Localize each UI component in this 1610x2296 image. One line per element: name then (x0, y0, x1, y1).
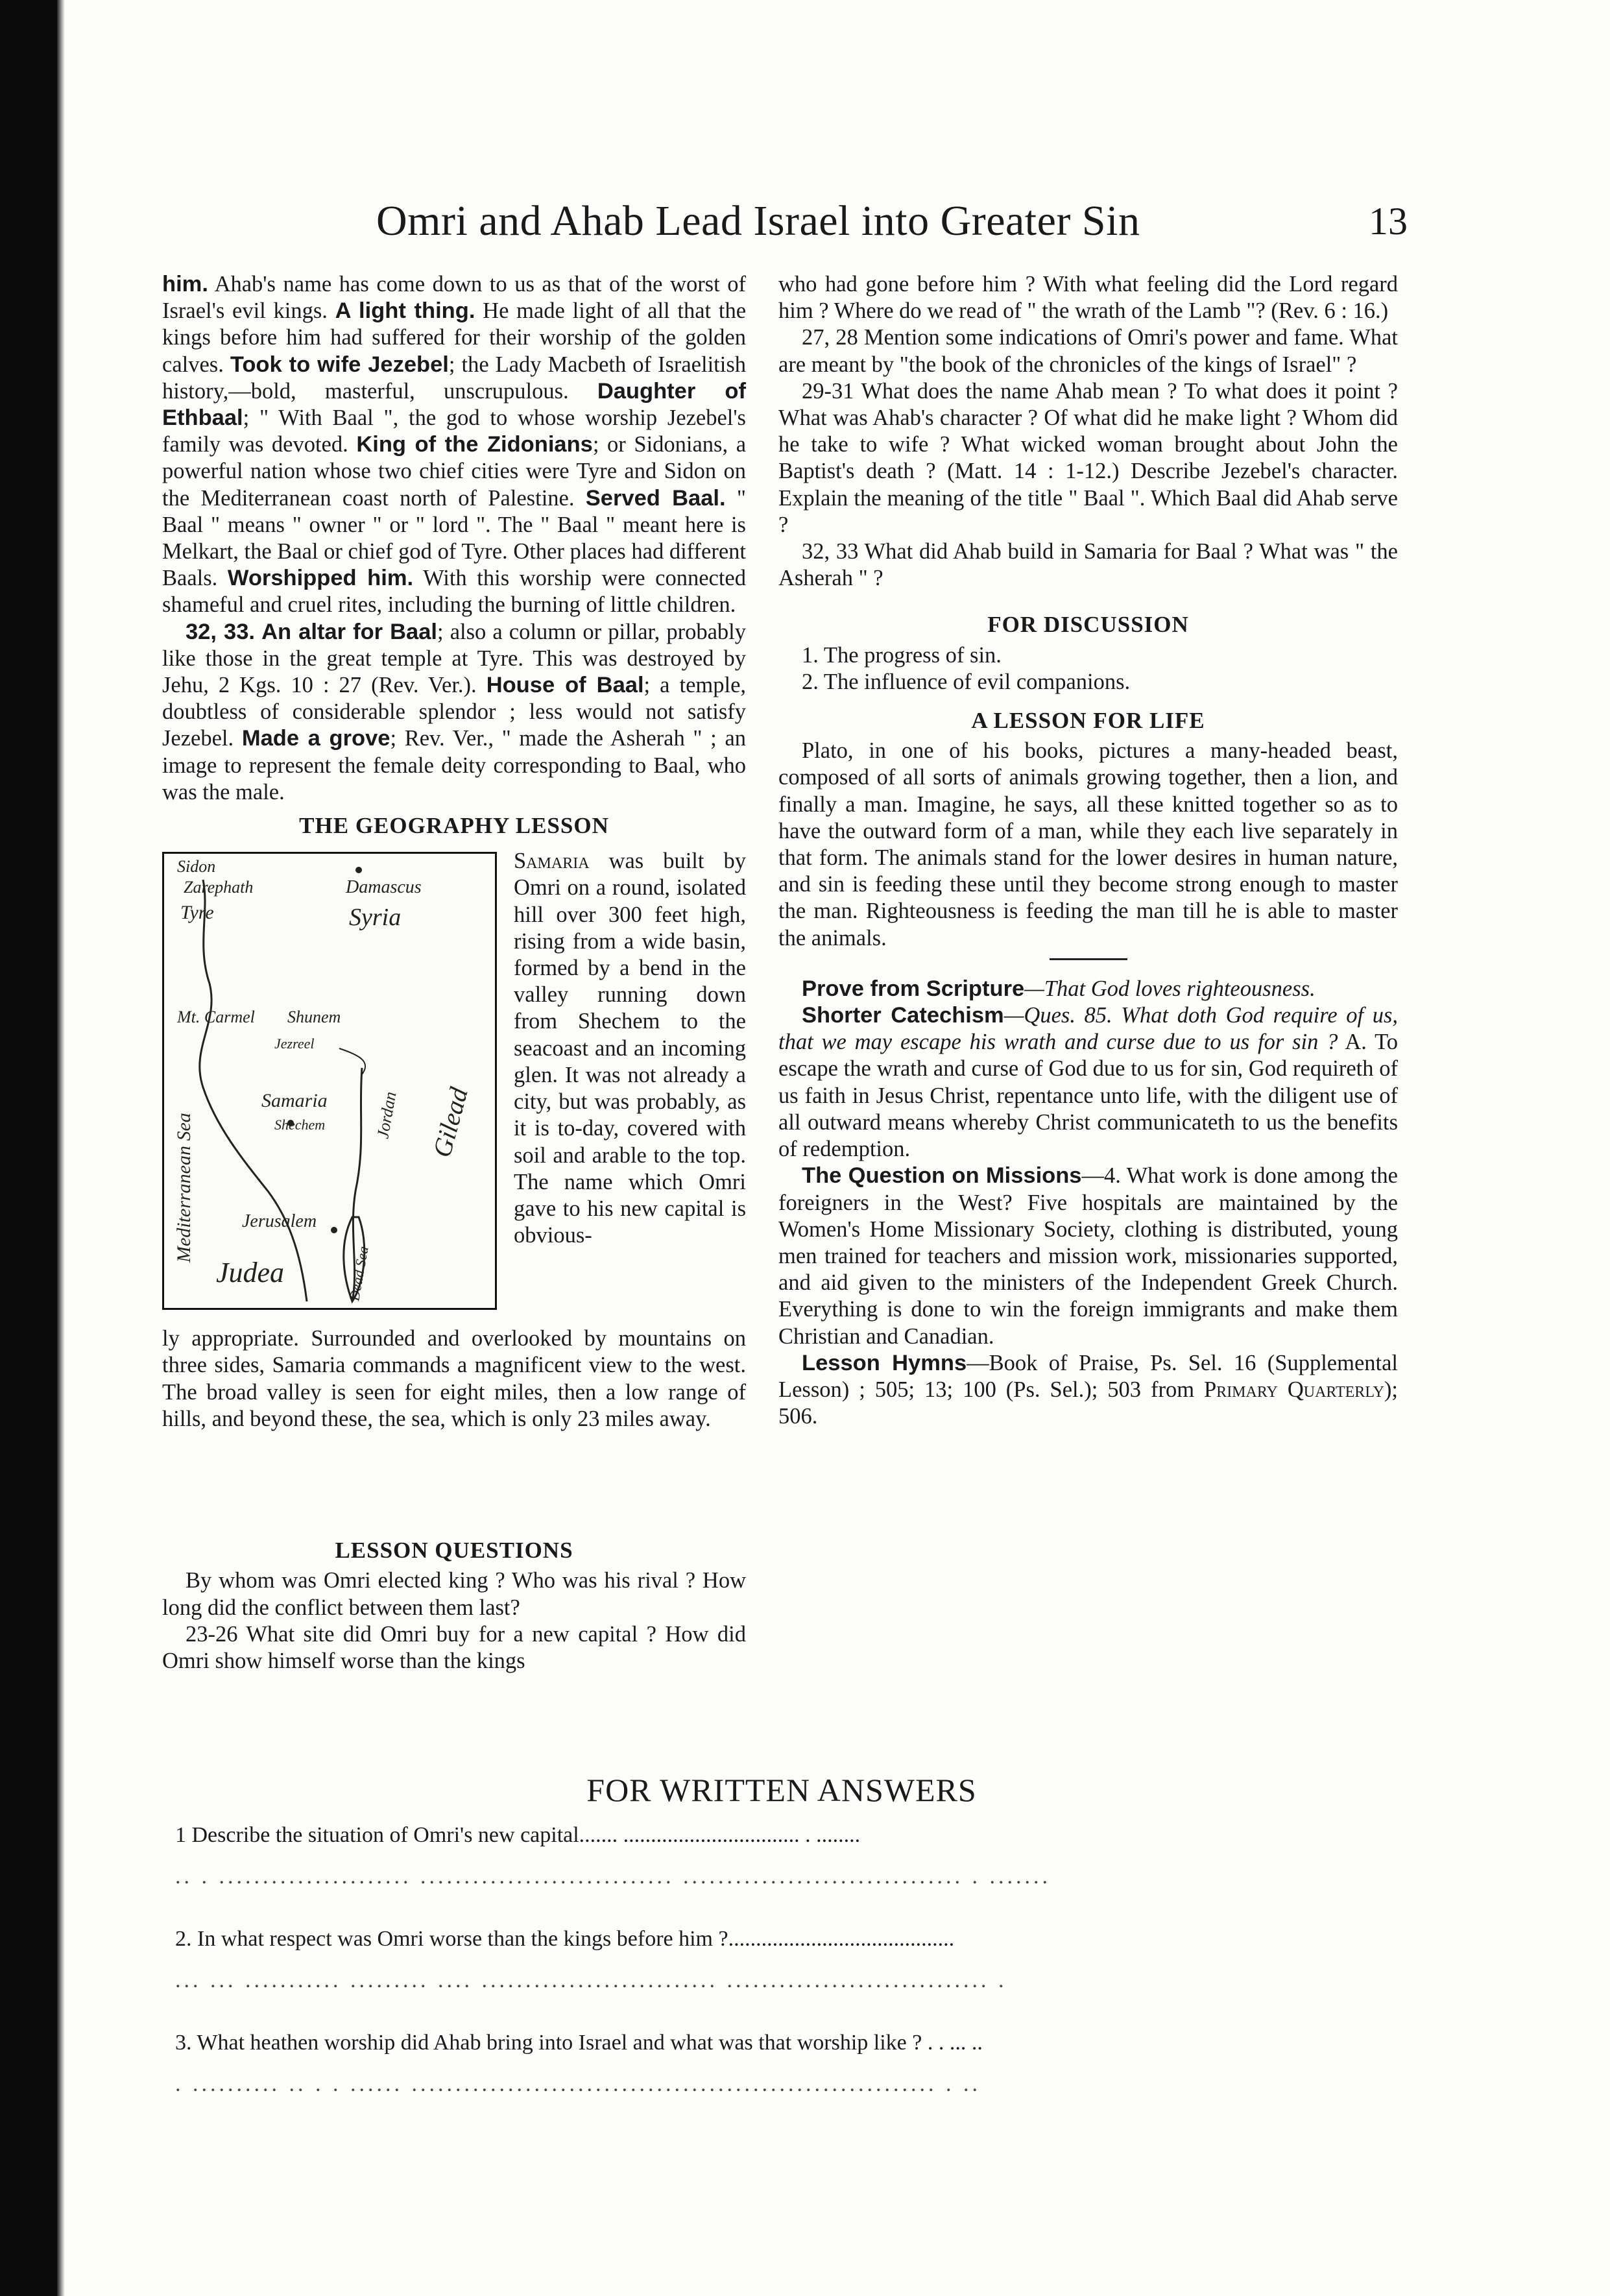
map-label: Samaria (261, 1090, 328, 1112)
written-answers-section (162, 1771, 1401, 2134)
shorter-catechism: Shorter Catechism—Ques. 85. What doth God require of us, that we may escape his wrath and curse due to us for sin ? A. To escape the wrath and curse of God due to us for sin, God requireth of us faith in Jesus Christ, repentance unto life, with the diligent use of all outward means whereby Christ communicateth to us the benefits of redemption. (778, 1003, 1399, 1162)
map-label: Damascus (346, 877, 422, 898)
lesson-question: 29-31 What does the name Ahab mean ? To what does it point ? What was Ahab's character ? Of what did he make light ? Whom did he take to wife ? What wicked woman brought about John the Baptist's death ? (Matt. 14 : 1-12.) Describe Jezebel's character. Explain the meaning of the title " Baal ". Which Baal did Ahab serve ? (778, 378, 1398, 537)
map-label: Judea (216, 1257, 285, 1289)
geography-heading: THE GEOGRAPHY LESSON (299, 813, 609, 839)
paragraph-ahab-notes: him. Ahab's name has come down to us as that of the worst of Israel's evil kings. A light thing. He made light of all that the kings before him had suffered for their worship of the golden calves. Took to wife Jezebel; the Lady Macbeth of Israelitish history,—bold, masterful, unscrupulous. Daughter of Ethbaal; " With Baal ", the god to whose worship Jezebel's family was devoted. King of the Zidonians; or Sidonians, a powerful nation whose two chief cities were Tyre and Sidon on the Mediterranean coast north of Palestine. Served Baal. " Baal " means " owner " or " lord ". The " Baal " meant here is Melkart, the Baal or chief god of Tyre. Other places had different Baals. Worshipped him. With this worship were connected shameful and cruel rites, including the burning of little children. (162, 272, 747, 618)
lesson-questions-heading: LESSON QUESTIONS (335, 1538, 573, 1564)
page-title: Omri and Ahab Lead Israel into Greater Sin (376, 197, 1140, 245)
left-column (162, 271, 746, 1674)
term-house-of-baal: House of Baal (486, 673, 644, 698)
map-label: Sidon (177, 857, 216, 876)
written-question: 3. What heathen worship did Ahab bring into Israel and what was that worship like ? . . ... .. (175, 2031, 983, 2055)
map-label: Gilead (427, 1084, 474, 1161)
term-king-of-zidonians: King of the Zidonians (356, 432, 593, 457)
answer-line[interactable]: . .......... .. . . ...... ............................................................ . .. (175, 2072, 981, 2096)
page-binding-shadow (57, 0, 65, 2296)
page-number: 13 (1369, 200, 1408, 243)
written-question: 2. In what respect was Omri worse than the kings before him ?......................................... (175, 1927, 955, 1951)
map-label: Syria (349, 904, 402, 932)
term-made-a-grove: Made a grove (241, 726, 390, 751)
map-drawing (164, 854, 495, 1308)
lesson-question: 27, 28 Mention some indications of Omri's power and fame. What are meant by "the book of the chronicles of the kings of Israel" ? (778, 325, 1398, 377)
page-binding-edge (0, 0, 58, 2296)
term-daughter-of-ethbaal: Daughter of Ethbaal (162, 378, 746, 431)
lesson-for-life-heading: A LESSON FOR LIFE (971, 708, 1205, 734)
jerusalem-dot (331, 1227, 337, 1233)
written-question: 1 Describe the situation of Omri's new capital....... ................................ . ........ (175, 1823, 861, 1847)
answer-line[interactable]: .. . ...................... ............................. ................................ . ....... (175, 1865, 1051, 1889)
lesson-question: By whom was Omri elected king ? Who was his rival ? How long did the conflict between them last? (162, 1568, 746, 1620)
right-column (778, 271, 1398, 1430)
map-label: Mediterranean Sea (173, 1113, 195, 1263)
map-label: Jezreel (274, 1035, 315, 1052)
prove-from-scripture: Prove from Scripture—That God loves righteousness. (802, 976, 1316, 1001)
map-label: Jordan (373, 1090, 400, 1141)
discussion-heading: FOR DISCUSSION (987, 612, 1189, 638)
lesson-for-life-text: Plato, in one of his books, pictures a many-headed beast, composed of all sorts of animals growing together, then a lion, and finally a man. Imagine, he says, all these knitted together so as to have the outward form of a man, while they each live separately in that form. The animals stand for the lower desires in human nature, and sin is feeding these until they become strong enough to master the man. Righteousness is feeding the man till he is able to master the animals. (778, 738, 1398, 950)
map-of-palestine (162, 852, 497, 1310)
geography-text-continued: ly appropriate. Surrounded and overlooked by mountains on three sides, Samaria commands a magnificent view to the west. The broad valley is seen for eight miles, then a low range of hills, and beyond these, the sea, which is only 23 miles away. (162, 1326, 746, 1431)
geography-text: Samaria was built by Omri on a round, isolated hill over 300 feet high, rising from a wide basin, formed by a bend in the valley running down from Shechem to the seacoast and an incoming glen. It was not already a city, but was probably, as it is to-day, covered with soil and arable to the top. The name which Omri gave to his new capital is obvious- (514, 849, 746, 1248)
term-a-light-thing: A light thing. (335, 298, 475, 324)
term-worshipped-him: Worshipped him. (227, 566, 414, 591)
divider (1050, 958, 1127, 960)
verse-number: 32, 33. (186, 619, 255, 644)
map-label: Dead Sea (346, 1245, 372, 1303)
map-label: Zarephath (184, 878, 254, 897)
discussion-item: 2. The influence of evil companions. (802, 669, 1131, 694)
paragraph-altar-notes: 32, 33. An altar for Baal; also a column or pillar, probably like those in the great temple at Tyre. This was destroyed by Jehu, 2 Kgs. 10 : 27 (Rev. Ver.). House of Baal; a temple, doubtless of considerable splendor ; less would not satisfy Jezebel. Made a grove; Rev. Ver., " made the Asherah " ; an image to represent the female deity corresponding to Baal, who was the male. (162, 619, 747, 804)
lesson-question: 23-26 What site did Omri buy for a new capital ? How did Omri show himself worse than the kings (162, 1621, 746, 1674)
geography-lesson (162, 843, 746, 1530)
answer-line[interactable]: ... ... ........... ......... .... ........................... .............................. . (175, 1968, 1007, 1992)
lesson-question: 32, 33 What did Ahab build in Samaria for Baal ? What was " the Asherah " ? (778, 539, 1398, 591)
discussion-item: 1. The progress of sin. (802, 642, 1002, 668)
term-took-to-wife: Took to wife Jezebel (230, 352, 449, 377)
term-altar-for-baal: An altar for Baal (261, 619, 438, 644)
map-label: Tyre (180, 902, 214, 924)
question-on-missions: The Question on Missions—4. What work is done among the foreigners in the West? Five hospitals are maintained by the Women's Home Missionary Society, clothing is distributed, young men trained for teachers and mission work, missionaries supported, and aid given to the ministers of the Independent Greek Church. Everything is done to win the foreign immigrants and make them Christian and Canadian. (778, 1163, 1398, 1349)
map-label: Mt. Carmel (177, 1008, 255, 1027)
lesson-question: who had gone before him ? With what feeling did the Lord regard him ? Where do we read of " the wrath of the Lamb "? (Rev. 6 : 16.) (778, 272, 1398, 324)
lesson-hymns: Lesson Hymns—Book of Praise, Ps. Sel. 16 (Supplemental Lesson) ; 505; 13; 100 (Ps. Sel.); 503 from Primary Quarterly); 506. (778, 1350, 1398, 1429)
map-label: Shunem (287, 1008, 341, 1027)
written-answers-heading: FOR WRITTEN ANSWERS (586, 1772, 977, 1808)
damascus-dot (355, 867, 362, 873)
map-label: Jerusalem (242, 1211, 317, 1232)
term-him: him. (162, 272, 208, 296)
term-served-baal: Served Baal. (585, 485, 726, 511)
map-label: Shechem (274, 1117, 326, 1133)
page-header (162, 185, 1408, 256)
